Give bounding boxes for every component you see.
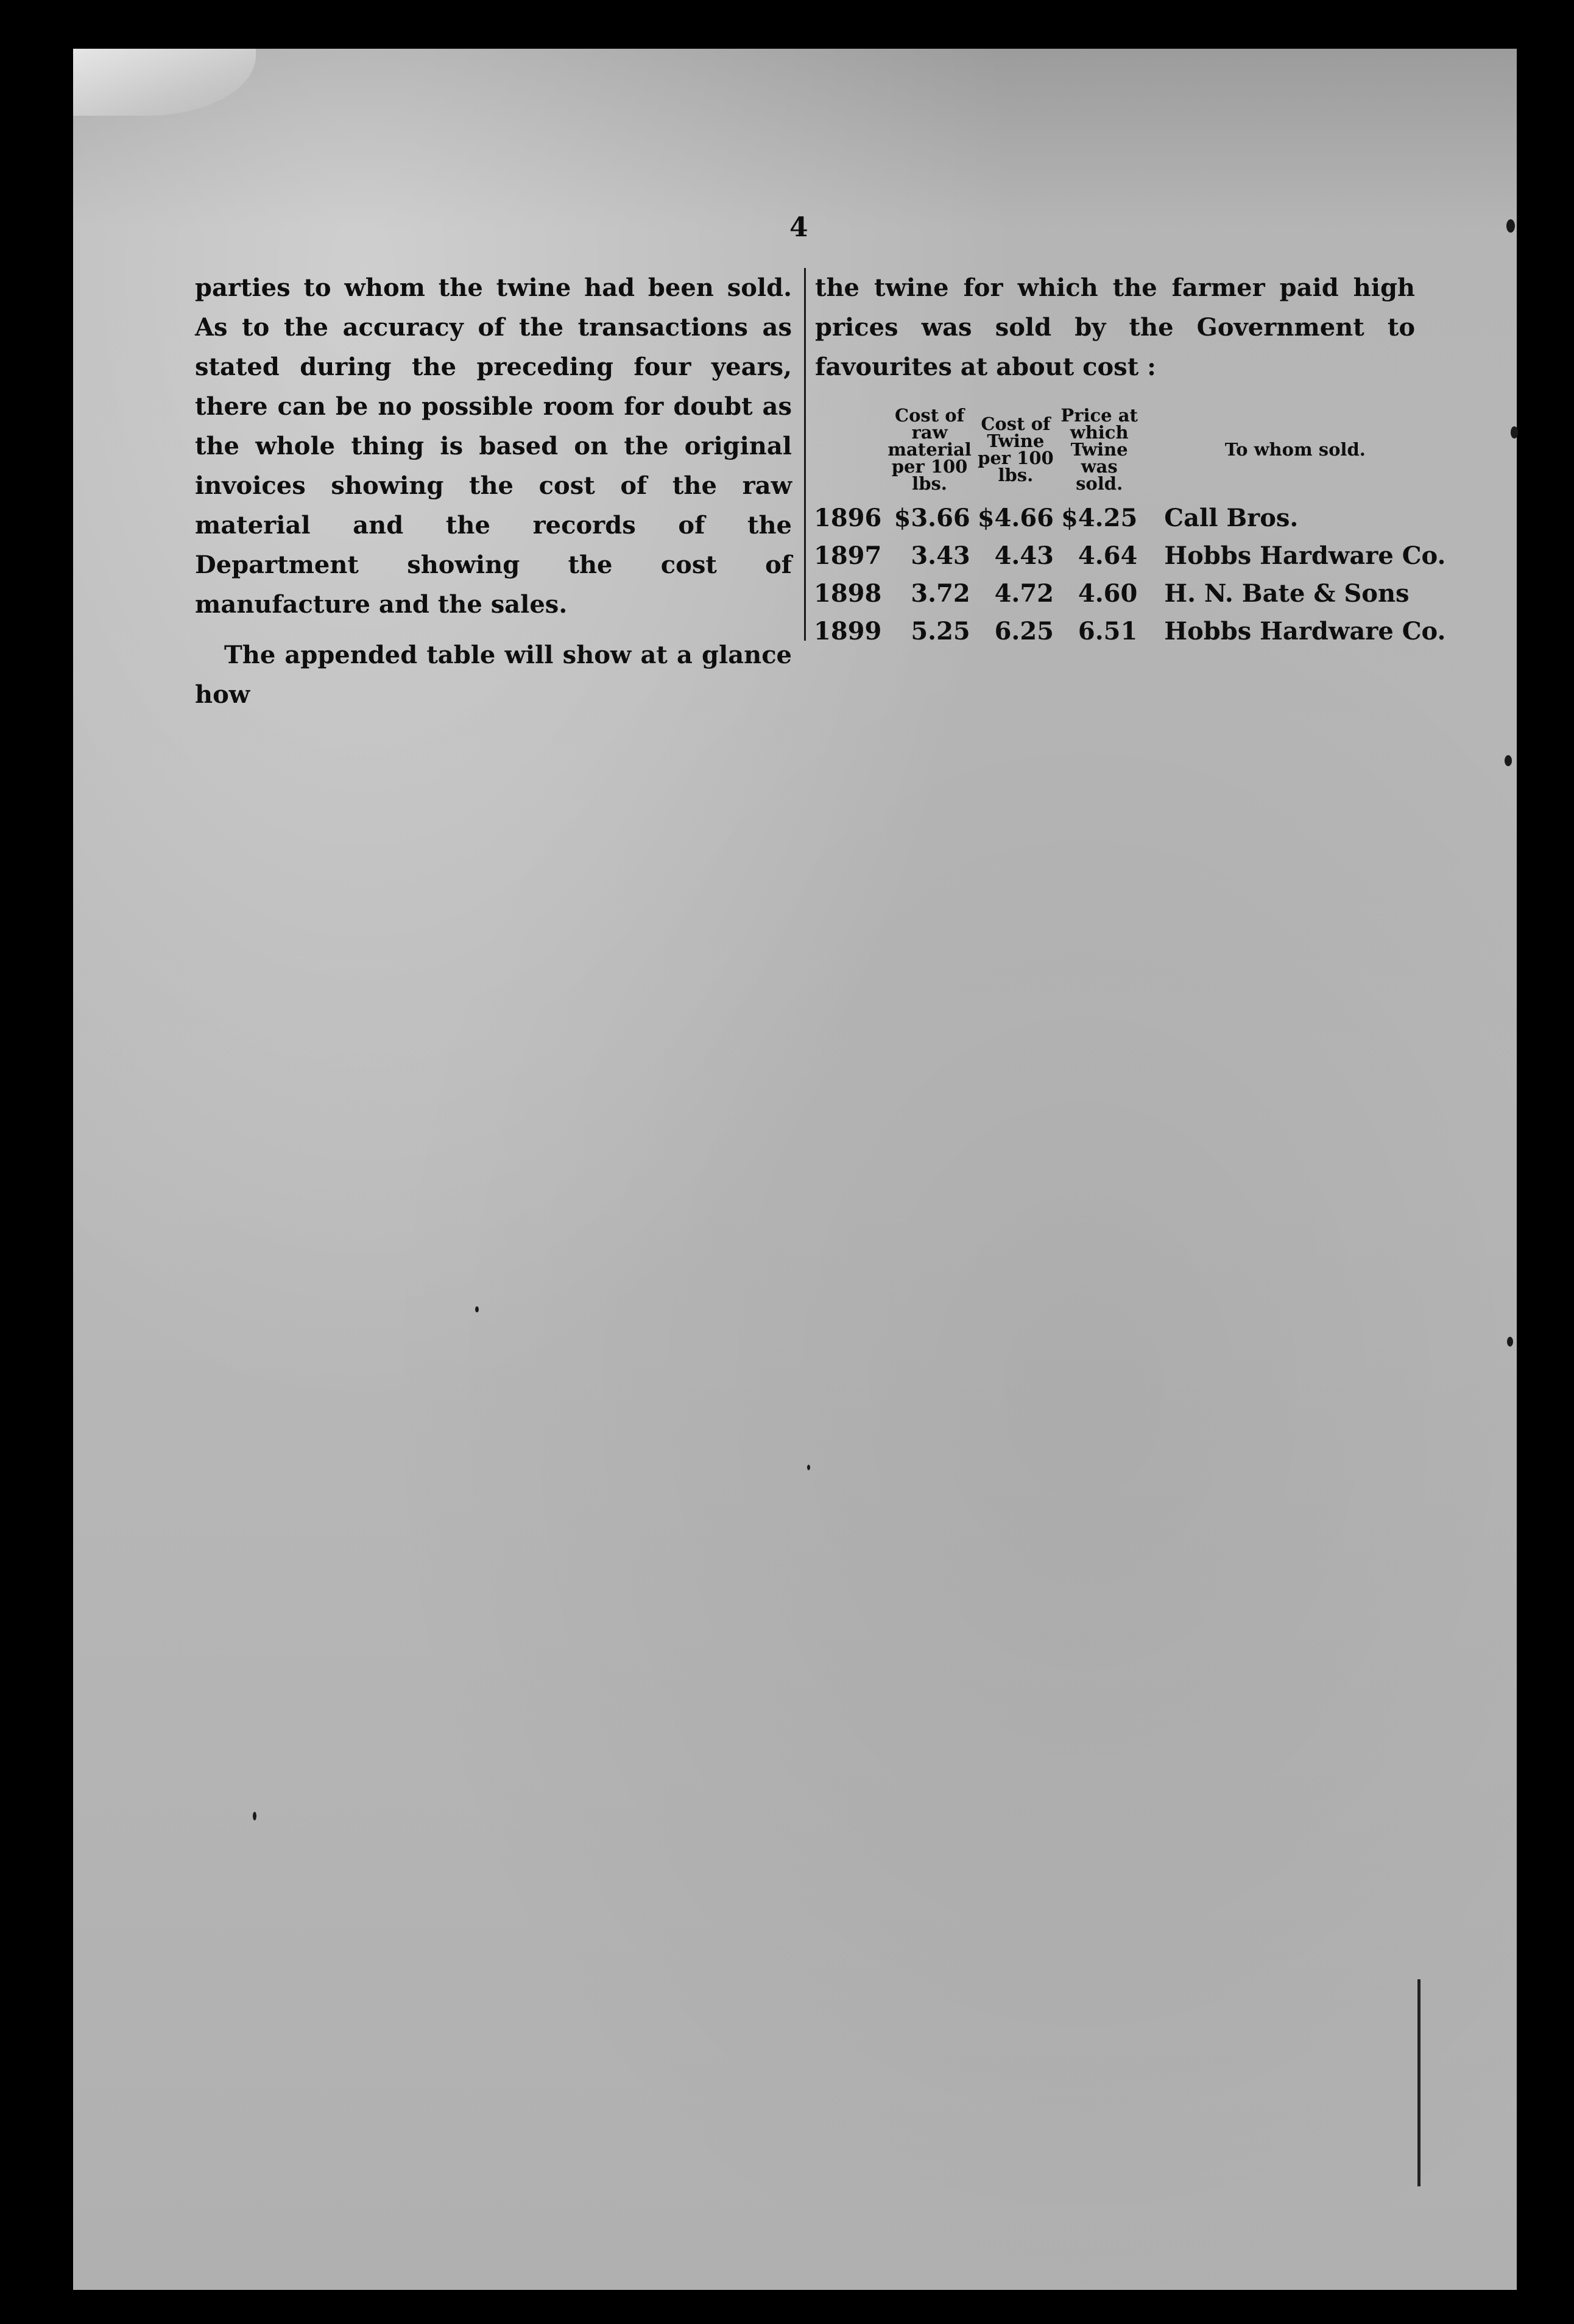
cell-buyer: Hobbs Hardware Co.: [1164, 541, 1446, 570]
cell-twine-cost: 4.72: [994, 579, 1054, 608]
scan-speck: [475, 1306, 479, 1312]
cell-raw-cost: 5.25: [911, 617, 970, 646]
scan-speck: [1507, 1337, 1513, 1347]
table-row: [811, 613, 1449, 650]
scan-speck: [1506, 219, 1515, 233]
column-divider: [804, 268, 806, 641]
cell-price: $4.25: [1061, 504, 1138, 532]
left-paragraph-2: The appended table will show at a glance how: [195, 641, 792, 709]
cell-twine-cost: 6.25: [994, 617, 1054, 646]
cell-price: 6.51: [1078, 617, 1138, 646]
cell-price: 4.64: [1078, 541, 1138, 570]
header-twine-cost: Cost of Twine per 100 lbs.: [978, 414, 1054, 485]
cell-price: 4.60: [1078, 579, 1138, 608]
header-price: Price at which Twine was sold.: [1061, 405, 1138, 494]
cell-raw-cost: 3.43: [911, 541, 970, 570]
cell-raw-cost: 3.72: [911, 579, 970, 608]
scan-speck: [807, 1465, 810, 1470]
left-column: [195, 268, 792, 714]
left-paragraph-1: parties to whom the twine had been sold. As to the accuracy of the transactions as stated during the preceding four years, there can be no possible room for doubt as the whole thing is based on the original invoices showing the cost of the raw material and the records of the Department showing the cost of manufacture and the sales.: [195, 273, 792, 619]
twine-sales-table: [811, 407, 1449, 650]
cell-year: 1899: [814, 617, 882, 646]
header-raw-cost: Cost of raw material per 100 lbs.: [888, 405, 972, 494]
cell-year: 1896: [814, 504, 882, 532]
scan-scratch: [1417, 1979, 1420, 2186]
right-paragraph-1: the twine for which the farmer paid high prices was sold by the Government to favourites at about cost :: [815, 273, 1415, 381]
header-year: [811, 407, 885, 499]
table-header-row: [811, 407, 1449, 499]
cell-buyer: Hobbs Hardware Co.: [1164, 617, 1446, 646]
cell-buyer: H. N. Bate & Sons: [1164, 579, 1410, 608]
cell-twine-cost: 4.43: [994, 541, 1054, 570]
table-row: [811, 499, 1449, 537]
table-row: [811, 575, 1449, 613]
right-column: [815, 268, 1415, 387]
page-number: 4: [789, 212, 808, 243]
table-row: [811, 537, 1449, 575]
cell-raw-cost: $3.66: [894, 504, 970, 532]
scan-speck: [253, 1812, 256, 1820]
scan-speck: [1505, 755, 1512, 766]
header-buyer: To whom sold.: [1224, 439, 1366, 460]
cell-year: 1898: [814, 579, 882, 608]
cell-buyer: Call Bros.: [1164, 504, 1299, 532]
cell-twine-cost: $4.66: [977, 504, 1054, 532]
cell-year: 1897: [814, 541, 882, 570]
scan-speck: [1511, 426, 1518, 438]
